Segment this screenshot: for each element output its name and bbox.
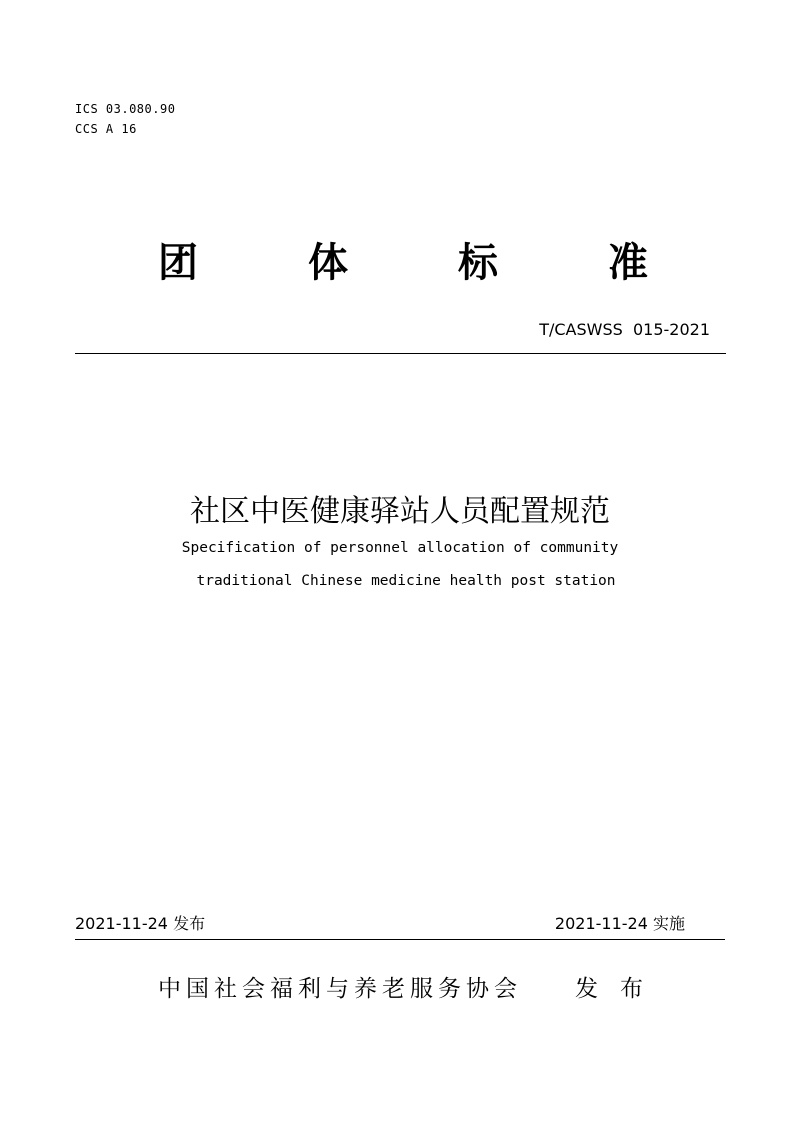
implementation-date: 2021-11-24 实施 — [554, 914, 685, 933]
ics-code: ICS 03.080.90 — [75, 102, 176, 116]
standard-number: T/CASWSS 015-2021 — [539, 320, 710, 339]
issue-verb: 发布 — [575, 976, 665, 1002]
footer-divider — [75, 939, 725, 940]
standard-type-char: 准 — [608, 240, 648, 286]
ccs-code: CCS A 16 — [75, 122, 137, 136]
document-title-zh: 社区中医健康驿站人员配置规范 — [190, 494, 610, 529]
standard-type-char: 标 — [458, 240, 498, 286]
standard-type-char: 体 — [308, 240, 348, 286]
issuing-organization: 中国社会福利与养老服务协会 — [158, 976, 522, 1002]
issue-date: 2021-11-24 发布 — [75, 914, 206, 933]
classification-codes — [75, 99, 175, 139]
document-title-en-line2: traditional Chinese medicine health post station — [196, 573, 616, 589]
header-divider — [75, 353, 726, 354]
standard-type-heading — [158, 238, 648, 288]
document-title-en-line1: Specification of personnel allocation of community — [181, 540, 619, 556]
standard-type-char: 团 — [158, 240, 198, 286]
